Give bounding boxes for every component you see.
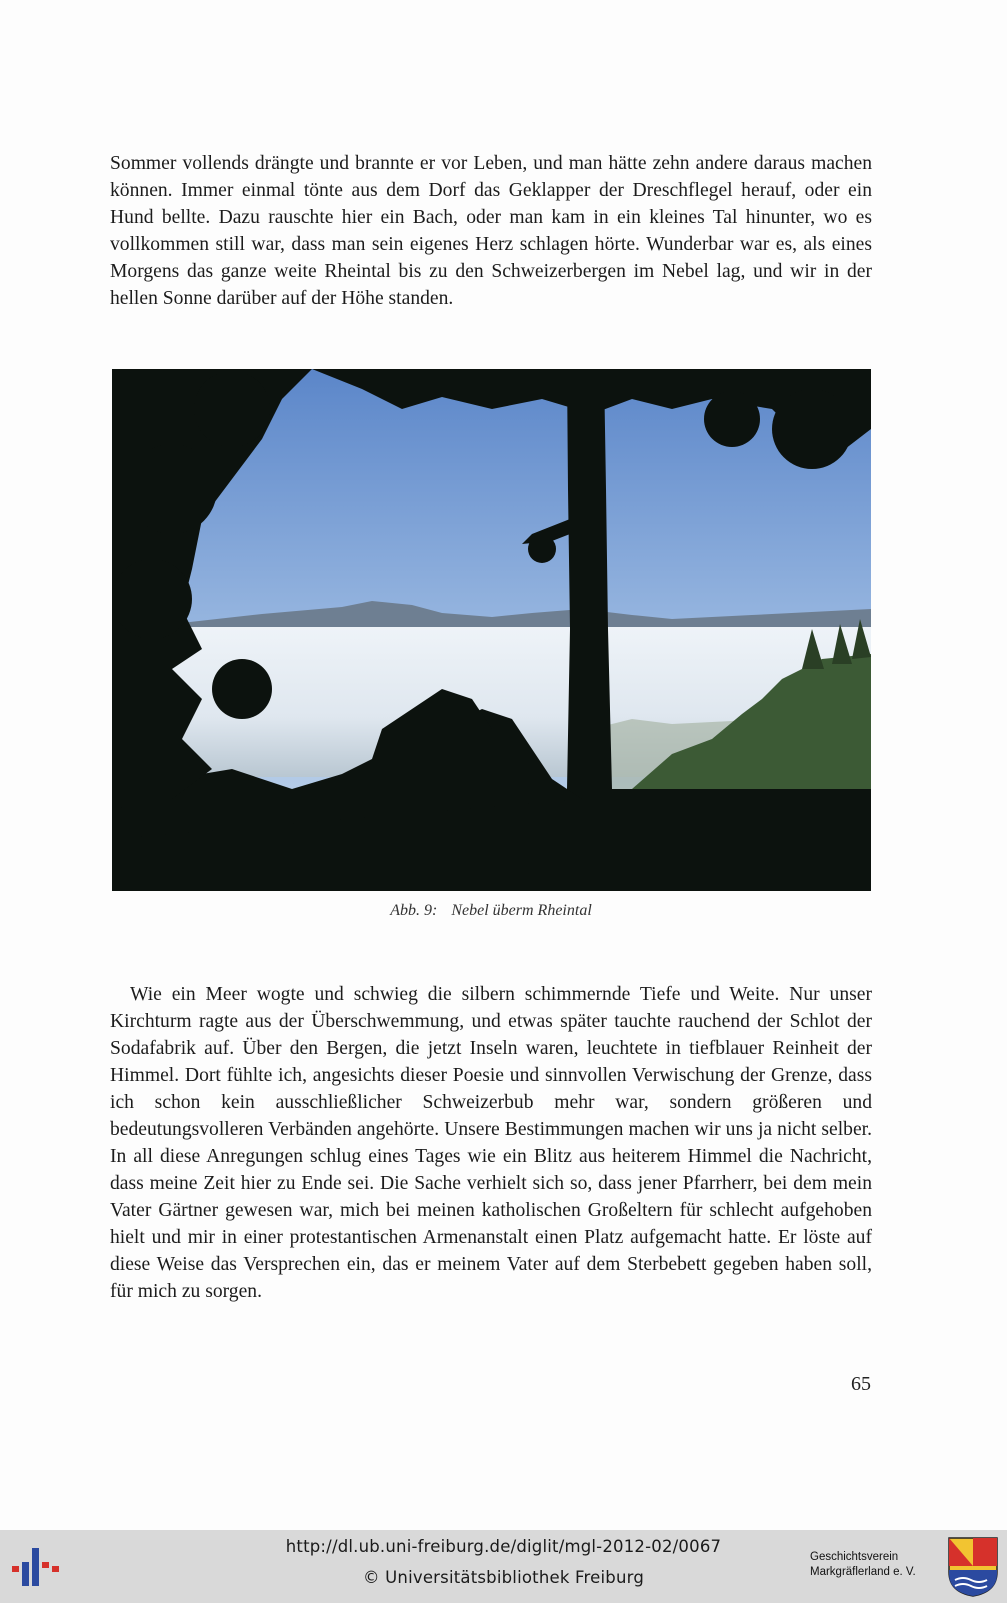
footer-url-link[interactable]: http://dl.ub.uni-freiburg.de/diglit/mgl-2012-02/0067	[285, 1537, 722, 1556]
library-footer-bar	[0, 1530, 1007, 1603]
caption-text: Nebel überm Rheintal	[451, 902, 592, 919]
footer-organization	[810, 1550, 950, 1580]
org-line-1: Geschichtsverein	[810, 1551, 899, 1563]
org-line-2: Markgräflerland e. V.	[810, 1566, 916, 1578]
footer-copyright: © Universitätsbibliothek Freiburg	[362, 1568, 644, 1587]
coat-of-arms-icon	[947, 1536, 999, 1598]
paragraph-2: Wie ein Meer wogte und schwieg die silbern schimmernde Tiefe und Weite. Nur unser Kirchturm ragte aus der Überschwemmung, und etwas später tauchte rauchend der Schlot der Sodafabrik auf. Über den Bergen, die jetzt Inseln waren, leuchtete in tiefblauer Reinheit der Himmel. Dort fühlte ich, angesichts dieser Poesie und sinnvollen Verwischung der Grenze, dass ich schon kein ausschließlicher Schweizerbub mehr war, sondern größeren und bedeutungsvolleren Verbänden angehörte. Unsere Bestimmungen machen wir uns ja nicht selber. In all diese Anregungen schlug eines Tages wie ein Blitz aus heiterem Himmel die Nachricht, dass meine Zeit hier zu Ende sei. Die Sache verhielt sich so, dass jener Pfarrherr, bei dem mein Vater Gärtner gewesen war, mich bei meinen katholischen Großeltern für schlecht aufgehoben hielt und mir in einer protestantischen Armenanstalt einen Platz aufgemacht hatte. Er löste auf diese Weise das Versprechen ein, das er meinem Vater auf dem Sterbebett gegeben haben soll, für mich zu sorgen.	[110, 984, 872, 1302]
paragraph-1: Sommer vollends drängte und brannte er vor Leben, und man hätte zehn andere daraus machen können. Immer einmal tönte aus dem Dorf das Geklapper der Dreschflegel herauf, oder ein Hund bellte. Dazu rauschte hier ein Bach, oder man kam in ein kleines Tal hinunter, wo es vollkommen still war, dass man sein eigenes Herz schlagen hörte. Wunderbar war es, als eines Morgens das ganze weite Rheintal bis zu den Schweizerbergen im Nebel lag, und wir in der hellen Sonne darüber auf der Höhe standen.	[110, 153, 872, 309]
figure-photo-fog-rhine-valley	[112, 369, 871, 891]
figure-caption	[110, 902, 872, 920]
caption-label: Abb. 9:	[390, 902, 438, 919]
page-number: 65	[851, 1373, 871, 1395]
photo-illustration	[112, 369, 871, 891]
